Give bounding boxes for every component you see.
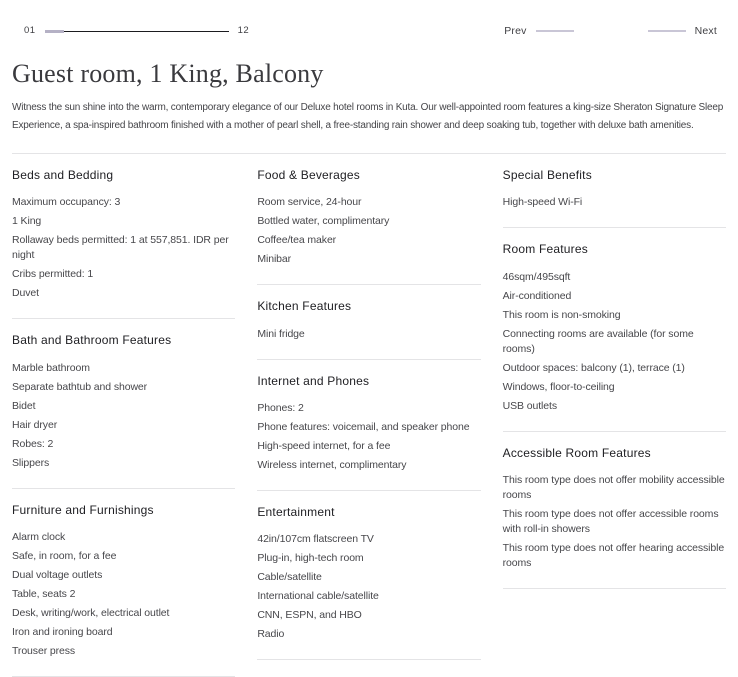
feature-item: This room type does not offer accessible rooms with roll-in showers [502,508,719,536]
carousel-controls [0,0,738,38]
feature-item: 42in/107cm flatscreen TV [257,533,374,546]
feature-item: USB outlets [502,399,557,412]
prev-button-label: Prev [504,25,527,37]
section-title: Food & Beverages [257,167,360,182]
feature-item: Connecting rooms are available (for some rooms) [502,327,694,355]
feature-section [257,491,480,660]
features-column [12,154,235,677]
feature-section [12,154,235,319]
feature-item: This room type does not offer mobility accessible rooms [502,474,725,502]
room-description: Witness the sun shine into the warm, contemporary elegance of our Deluxe hotel rooms in Kuta. Our well-appointed room features a king-size Sheraton Signature Sleep Experience, a spa-inspired bathroom finished with a mother of pearl shell, a free-standing rain shower and deep soaking tub, together with deluxe bath amenities. [12,101,724,131]
feature-item: Minibar [257,253,292,266]
feature-item: Slippers [12,456,50,469]
features-column [257,154,480,677]
feature-item: Separate bathtub and shower [12,380,148,393]
feature-item: Safe, in room, for a fee [12,550,117,563]
section-title: Kitchen Features [257,299,352,314]
section-title: Internet and Phones [257,373,370,388]
feature-item: CNN, ESPN, and HBO [257,609,362,622]
feature-section [257,360,480,491]
section-title: Bath and Bathroom Features [12,333,172,348]
feature-item: Bottled water, complimentary [257,215,390,228]
prev-button[interactable] [504,25,573,37]
section-title: Room Features [502,242,588,257]
feature-item: Air-conditioned [502,289,572,302]
feature-item: Rollaway beds permitted: 1 at 557,851. IDR per night [12,234,229,262]
feature-section [503,432,726,589]
feature-section [257,285,480,359]
feature-item: Phones: 2 [257,402,304,415]
feature-item: Phone features: voicemail, and speaker phone [257,421,470,434]
feature-item: Iron and ironing board [12,626,113,639]
feature-item: Wireless internet, complimentary [257,459,407,472]
feature-item: Alarm clock [12,531,66,544]
feature-item: Room service, 24-hour [257,196,362,209]
feature-item: Table, seats 2 [12,588,76,601]
feature-item: Bidet [12,399,36,412]
feature-item: Plug-in, high-tech room [257,552,364,565]
feature-section [12,489,235,677]
carousel-progress-rail [45,31,229,33]
feature-item: Trouser press [12,645,76,658]
carousel-progress [24,26,249,36]
feature-item: Marble bathroom [12,361,90,374]
section-title: Special Benefits [502,167,592,182]
carousel-nav [504,25,717,37]
feature-item: 46sqm/495sqft [502,270,571,283]
feature-item: Radio [257,628,285,641]
feature-item: Maximum occupancy: 3 [12,196,121,209]
feature-item: Cribs permitted: 1 [12,268,94,281]
feature-section [503,228,726,431]
feature-section [503,154,726,228]
next-line-icon [648,30,686,32]
section-title: Furniture and Furnishings [12,502,154,517]
carousel-progress-track [45,30,229,33]
feature-item: This room is non-smoking [502,308,621,321]
feature-item: Mini fridge [257,327,305,340]
feature-item: Windows, floor-to-ceiling [502,380,615,393]
carousel-progress-indicator [45,30,64,33]
feature-item: High-speed Wi-Fi [502,196,583,209]
carousel-end-label: 12 [237,25,250,37]
feature-item: Desk, writing/work, electrical outlet [12,607,170,620]
features-grid [12,153,726,677]
feature-item: Dual voltage outlets [12,569,103,582]
feature-item: Duvet [12,287,39,300]
feature-item: Cable/satellite [257,571,322,584]
feature-item: Hair dryer [12,418,58,431]
feature-item: Coffee/tea maker [257,234,337,247]
next-button[interactable] [648,25,717,37]
feature-item: This room type does not offer hearing accessible rooms [502,542,725,570]
feature-item: High-speed internet, for a fee [257,440,391,453]
features-column [503,154,726,677]
feature-item: Robes: 2 [12,437,54,450]
section-title: Accessible Room Features [502,445,651,460]
prev-line-icon [536,30,574,32]
feature-item: Outdoor spaces: balcony (1), terrace (1) [502,361,685,374]
feature-section [257,154,480,285]
carousel-start-label: 01 [24,25,36,37]
section-title: Beds and Bedding [12,167,114,182]
section-title: Entertainment [257,505,335,520]
page-title: Guest room, 1 King, Balcony [12,59,324,88]
next-button-label: Next [694,25,717,37]
feature-item: International cable/satellite [257,590,379,603]
feature-section [12,319,235,488]
feature-item: 1 King [12,215,42,228]
